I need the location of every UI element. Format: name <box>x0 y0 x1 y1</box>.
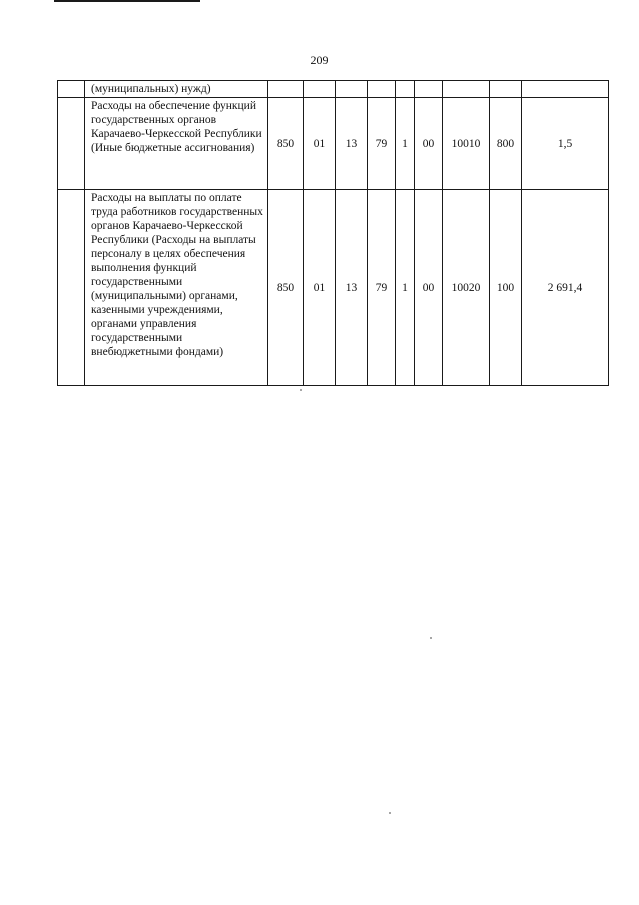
row-number-cell <box>58 81 85 98</box>
section-code-cell: 01 <box>304 190 336 386</box>
expense-type-cell: 800 <box>490 98 522 190</box>
subsection-code-cell: 13 <box>336 98 368 190</box>
description-cell: Расходы на обеспечение функций государственных органов Карачаево-Черкесской Республики (Иные бюджетные ассигнования) <box>85 98 268 190</box>
event-code-cell: 00 <box>415 98 443 190</box>
ministry-code-cell: 850 <box>268 190 304 386</box>
subsection-code-cell <box>336 81 368 98</box>
expense-type-cell <box>490 81 522 98</box>
ministry-code-cell: 850 <box>268 98 304 190</box>
ministry-code-cell <box>268 81 304 98</box>
page-number: 209 <box>310 53 329 67</box>
direction-code-cell: 10010 <box>443 98 490 190</box>
description-cell: (муниципальных) нужд) <box>85 81 268 98</box>
amount-cell: 1,5 <box>522 98 609 190</box>
subsection-code-cell: 13 <box>336 190 368 386</box>
budget-table <box>57 80 609 386</box>
scan-speck <box>300 389 302 391</box>
program-code-cell <box>368 81 396 98</box>
scan-speck <box>389 812 391 814</box>
top-rule <box>54 0 200 2</box>
description-cell: Расходы на выплаты по оплате труда работников государственных органов Карачаево-Черкесской Республики (Расходы на выплаты персоналу в целях обеспечения выполнения функций государственными (муниципальными) органами, казенными учреждениями, органами управления государственными внебюджетными фондами) <box>85 190 268 386</box>
program-code-cell: 79 <box>368 190 396 386</box>
table-row <box>58 98 609 190</box>
table-row <box>58 81 609 98</box>
subprogram-code-cell: 1 <box>396 190 415 386</box>
amount-cell <box>522 81 609 98</box>
event-code-cell <box>415 81 443 98</box>
section-code-cell: 01 <box>304 98 336 190</box>
event-code-cell: 00 <box>415 190 443 386</box>
program-code-cell: 79 <box>368 98 396 190</box>
section-code-cell <box>304 81 336 98</box>
table-row <box>58 190 609 386</box>
subprogram-code-cell: 1 <box>396 98 415 190</box>
row-number-cell <box>58 98 85 190</box>
direction-code-cell: 10020 <box>443 190 490 386</box>
scan-speck <box>430 637 432 639</box>
expense-type-cell: 100 <box>490 190 522 386</box>
subprogram-code-cell <box>396 81 415 98</box>
direction-code-cell <box>443 81 490 98</box>
row-number-cell <box>58 190 85 386</box>
amount-cell: 2 691,4 <box>522 190 609 386</box>
